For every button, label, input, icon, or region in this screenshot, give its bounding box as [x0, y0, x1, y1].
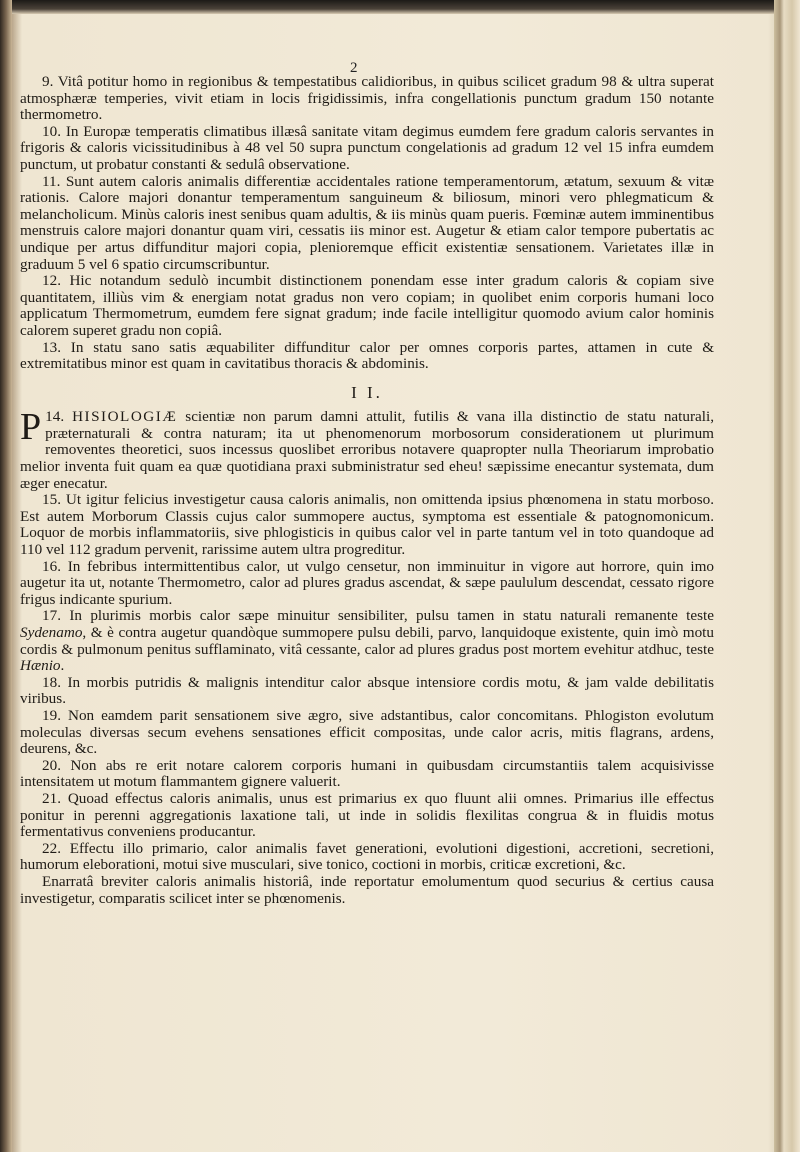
drop-cap: P: [20, 406, 42, 449]
paragraph-17: 17. In plurimis morbis calor sæpe minuitur sensibiliter, pulsu tamen in statu naturali remanente teste Sydenamo, & è contra augetur quandòque summopere pulsu debili, parvo, lanquidoque existente, quin imò motu cordis & pulmonum penitus sufflaminato, vitâ cessante, calor ad plures gradus post mortem evehitur atdhuc, teste Hænio.: [20, 607, 714, 675]
page-text: [20, 74, 714, 907]
paragraph-13: 13. In statu sano satis æquabiliter diffunditur calor per omnes corporis partes, attamen in cute & extremitatibus minor est quam in cavitatibus thoracis & abdominis.: [20, 338, 715, 373]
top-shadow: [0, 0, 800, 14]
paragraph-14: 14. P HISIOLOGIÆ scientiæ non parum damni attulit, futilis & vana illa distinctio de statu naturali, præternaturali & contra naturam; ita ut phenomenorum morbosorum considerationem ut plurimum removentes theoretici, suos incessus quoslibet erroribus notavere quapropter nulla Theoriarum improbatio melior inventa fuit quam ea quæ quotidiana praxi subministratur sed eheu! sæpissime enecantur systemata, dum æger enecatur.: [20, 406, 715, 492]
paragraph-9: 9. Vitâ potitur homo in regionibus & tempestatibus calidioribus, in quibus scilicet gradum 98 & ultra superat atmosphæræ temperies, vivit etiam in locis frigidissimis, infra congellationis punctum gradum 150 notante thermometro.: [20, 73, 714, 124]
paragraph-12: 12. Hic notandum sedulò incumbit distinctionem ponendam esse inter gradum caloris & copiam sive quantitatem, illiùs vim & energiam notat gradus non vero copiam; in quolibet enim corporis humani loco applicatum Thermometrum, eumdem fere signat gradum; inde facile intelligitur quomodo avium calor hominis calorem superet gradu non copiâ.: [20, 272, 715, 339]
page-edges: [774, 0, 800, 1152]
paragraph-19: 19. Non eamdem parit sensationem sive ægro, sive adstantibus, calor concomitans. Phlogiston evolutum moleculas diversas secum evehens sensationes efficit compositas, unde calor acris, mitis flagrans, ardens, deurens, &c.: [20, 706, 714, 758]
paragraph-20: 20. Non abs re erit notare calorem corporis humani in quibusdam circumstantiis talem acquisivisse intensitatem ut motum flammantem gignere valuerit.: [20, 756, 714, 791]
paragraph-21: 21. Quoad effectus caloris animalis, unus est primarius ex quo fluunt alii omnes. Primarius ille effectus ponitur in perenni aggregationis laxatione tali, ut inde in solidis flexilitas congrua & in fluidis motus fermentativus conveniens producantur.: [20, 789, 715, 841]
page-number: 2: [350, 60, 358, 76]
paragraph-18: 18. In morbis putridis & malignis intenditur calor absque intensiore cordis motu, & jam valde debilitatis viribus.: [20, 673, 714, 708]
paragraph-10: 10. In Europæ temperatis climatibus illæsâ sanitate vitam degimus eumdem fere gradum caloris servantes in frigoris & caloris vicissitudinibus à 48 vel 50 supra punctum congelationis ad gradum 12 vel 15 infra eumdem punctum, ut probatur constanti & sedulâ observatione.: [20, 122, 715, 173]
closing-paragraph: Enarratâ breviter caloris animalis historiâ, inde reportatur emolumentum quod securius & certius causa investigetur, comparatis scilicet inter se phœnomenis.: [20, 872, 714, 907]
paragraph-22: 22. Effectu illo primario, calor animalis favet generationi, evolutioni digestioni, accretioni, secretioni, humorum eleborationi, motui sive musculari, sive tonico, coctioni in morbis, criticæ excretioni, &c.: [20, 839, 714, 874]
paragraph-15: 15. Ut igitur felicius investigetur causa caloris animalis, non omittenda ipsius phœnomena in statu morboso. Est autem Morborum Classis cujus calor summopere auctus, symptoma est essentiale & patognomonicum. Loquor de morbis inflammatoriis, sive phlogisticis in quibus calor vel in parte tantum vel in toto quandoque ad 110 vel 112 gradum pervenit, rarissime autem ultra progreditur.: [20, 491, 715, 559]
paragraph-11: 11. Sunt autem caloris animalis differentiæ accidentales ratione temperamentorum, ætatum, sexuum & vitæ rationis. Calore majori donantur temperamentum sanguineum & biliosum, minori vero phlegmaticum & melancholicum. Minùs caloris inest senibus quam adultis, & iis minùs quam pueris. Fœminæ autem imminentibus menstruis calore majori donantur quam viri, cessatis iis minor est. Augetur & etiam calor tempore pubertatis ac undique per artus diffunditur majori copia, plenioremque efficit existentiæ sensationem. Varietates illæ in graduum 5 vel 6 spatio circumscribuntur.: [20, 172, 715, 273]
book-spine: [0, 0, 12, 1152]
paragraph-16: 16. In febribus intermittentibus calor, ut vulgo censetur, non imminuitur in vigore aut horrore, quin imo augetur ita ut, notante Thermometro, calor ad plures gradus ascendat, & sæpe paululum descendat, cessato rigore frigus indicante spurium.: [20, 557, 715, 608]
section-heading: I I.: [351, 382, 383, 402]
